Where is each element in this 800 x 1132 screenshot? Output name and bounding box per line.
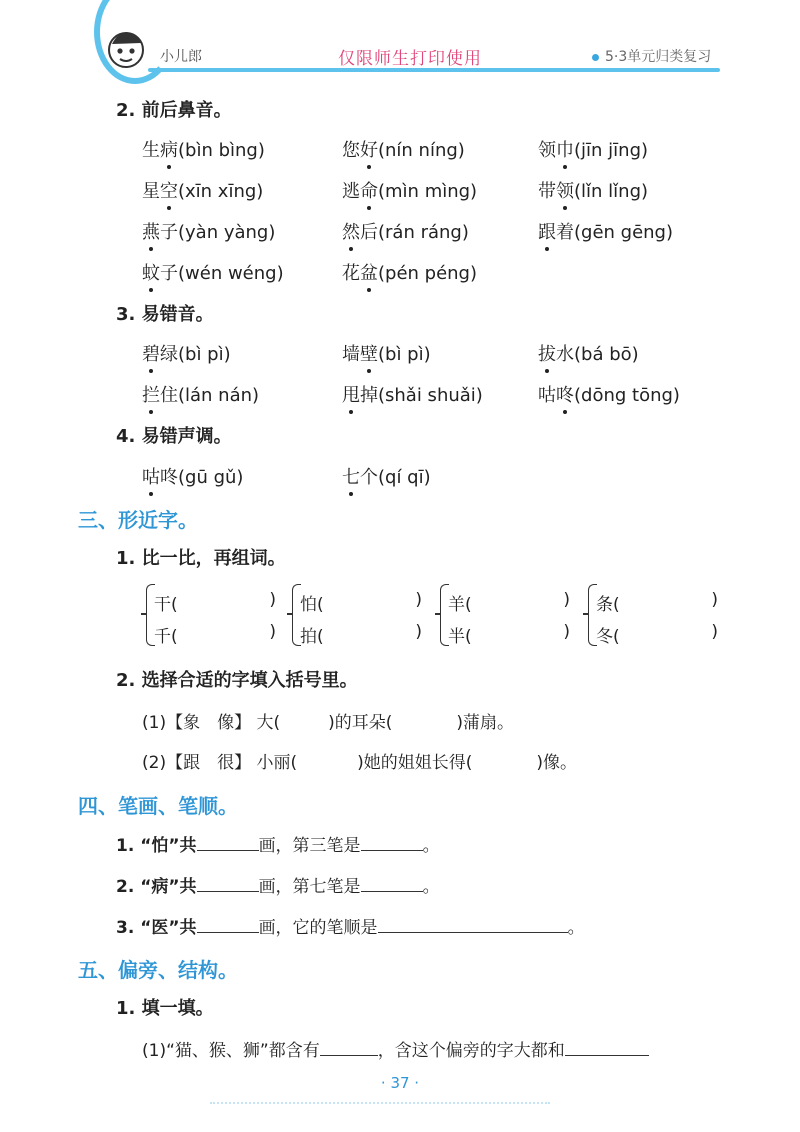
fill-line-2: (2)【跟 很】 小丽( )她的姐姐长得( )像。 bbox=[142, 753, 578, 773]
pinyin-item: 您好(nín níng) bbox=[342, 136, 465, 162]
compare-group: 怕( ) 拍( ) bbox=[292, 584, 432, 646]
header-unit-text: 5·3单元归类复习 bbox=[605, 49, 712, 65]
pinyin-item: 星空(xīn xīng) bbox=[142, 177, 263, 203]
bullet-icon bbox=[592, 54, 599, 61]
stroke-question-3: 3. “医”共 画，它的笔顺是 。 bbox=[116, 913, 585, 938]
answer-blank[interactable] bbox=[320, 1037, 378, 1056]
footer-decoration bbox=[210, 1102, 550, 1114]
pinyin-item: 蚊子(wén wéng) bbox=[142, 259, 284, 285]
pinyin-item: 跟着(gēn gēng) bbox=[538, 218, 673, 244]
pinyin-item: 花盆(pén péng) bbox=[342, 259, 477, 285]
subsection-title-error-prone: 3. 易错音。 bbox=[116, 304, 214, 325]
pinyin-item: 拦住(lán nán) bbox=[142, 381, 259, 407]
mascot-icon bbox=[104, 28, 148, 72]
pinyin-item: 咕咚(gū gǔ) bbox=[142, 463, 243, 489]
compare-char: 怕( bbox=[300, 595, 324, 615]
answer-blank[interactable] bbox=[197, 832, 259, 851]
answer-blank[interactable] bbox=[565, 1037, 649, 1056]
answer-blank[interactable] bbox=[197, 873, 259, 892]
answer-blank[interactable] bbox=[361, 873, 423, 892]
section-title-similar-chars: 三、形近字。 bbox=[78, 508, 198, 532]
fill-line-1: (1)【象 像】 大( )的耳朵( )蒲扇。 bbox=[142, 713, 515, 733]
pinyin-item: 领巾(jīn jīng) bbox=[538, 136, 648, 162]
compare-char: 冬( bbox=[596, 627, 620, 647]
question-compare-title: 1. 比一比，再组词。 bbox=[116, 548, 286, 569]
pinyin-item: 带领(lǐn lǐng) bbox=[538, 177, 648, 203]
pinyin-item: 燕子(yàn yàng) bbox=[142, 218, 275, 244]
pinyin-item: 七个(qí qī) bbox=[342, 463, 431, 489]
header-series-name: 小儿郎 bbox=[160, 49, 202, 65]
page-header bbox=[0, 0, 800, 80]
question-fill-in-title: 1. 填一填。 bbox=[116, 998, 214, 1019]
compare-group: 条( ) 冬( ) bbox=[588, 584, 728, 646]
question-fill-title: 2. 选择合适的字填入括号里。 bbox=[116, 670, 358, 691]
pinyin-item: 碧绿(bì pì) bbox=[142, 340, 231, 366]
pinyin-item: 逃命(mìn mìng) bbox=[342, 177, 477, 203]
section-title-strokes: 四、笔画、笔顺。 bbox=[78, 794, 238, 818]
page-number: · 37 · bbox=[380, 1074, 420, 1092]
stroke-question-1: 1. “怕”共 画，第三笔是 。 bbox=[116, 831, 440, 856]
answer-blank[interactable] bbox=[378, 914, 568, 933]
subsection-title-tones: 4. 易错声调。 bbox=[116, 426, 232, 447]
header-watermark: 仅限师生打印使用 bbox=[338, 49, 482, 69]
header-unit-title bbox=[592, 46, 711, 66]
compare-char: 拍( bbox=[300, 627, 324, 647]
compare-char: 羊( bbox=[448, 595, 472, 615]
pinyin-item: 然后(rán ráng) bbox=[342, 218, 469, 244]
radical-question-1: (1)“猫、猴、狮”都含有 ，含这个偏旁的字大都和 bbox=[142, 1036, 649, 1061]
compare-group: 干( ) 千( ) bbox=[146, 584, 286, 646]
subsection-title-nasal: 2. 前后鼻音。 bbox=[116, 100, 232, 121]
pinyin-item: 墙壁(bì pì) bbox=[342, 340, 431, 366]
pinyin-item: 咕咚(dōng tōng) bbox=[538, 381, 680, 407]
compare-char: 干( bbox=[154, 595, 178, 615]
pinyin-item: 甩掉(shǎi shuǎi) bbox=[342, 381, 483, 407]
section-title-radicals: 五、偏旁、结构。 bbox=[78, 958, 238, 982]
pinyin-item: 生病(bìn bìng) bbox=[142, 136, 265, 162]
compare-group: 羊( ) 半( ) bbox=[440, 584, 580, 646]
pinyin-item: 拔水(bá bō) bbox=[538, 340, 639, 366]
compare-char: 千( bbox=[154, 627, 178, 647]
answer-blank[interactable] bbox=[361, 832, 423, 851]
answer-blank[interactable] bbox=[197, 914, 259, 933]
compare-char: 条( bbox=[596, 595, 620, 615]
stroke-question-2: 2. “病”共 画，第七笔是 。 bbox=[116, 872, 440, 897]
compare-char: 半( bbox=[448, 627, 472, 647]
